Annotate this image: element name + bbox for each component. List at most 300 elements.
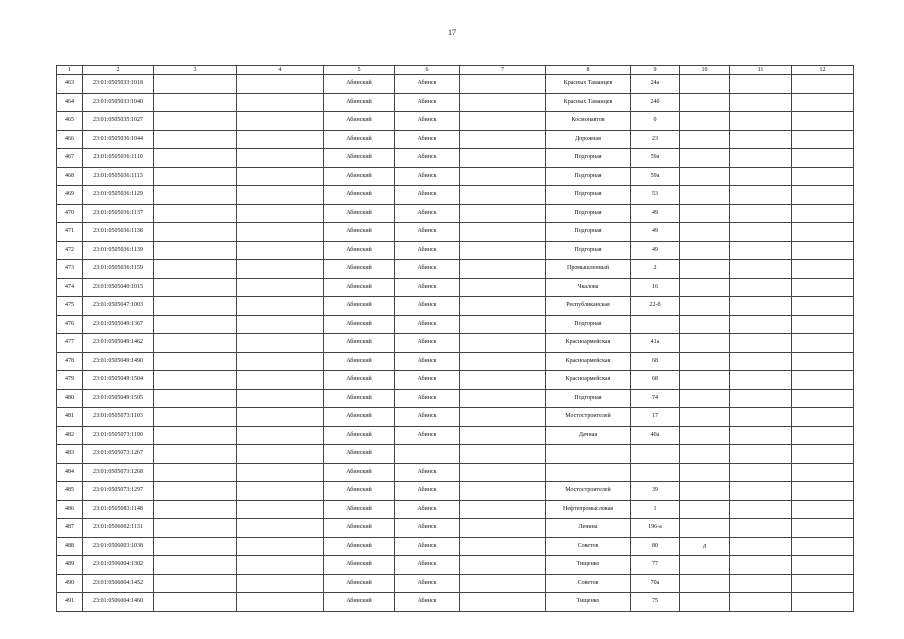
table-cell	[237, 537, 324, 556]
column-header: 6	[395, 66, 460, 75]
table-cell: 23:01:0505073:1103	[83, 408, 154, 427]
table-cell	[680, 223, 730, 242]
table-cell: 469	[57, 186, 83, 205]
table-cell	[730, 167, 792, 186]
table-cell: 77	[631, 556, 680, 575]
table-cell: 2	[631, 260, 680, 279]
table-cell	[730, 352, 792, 371]
table-cell	[237, 93, 324, 112]
table-cell	[792, 260, 854, 279]
table-cell	[154, 149, 237, 168]
table-cell: 23:01:0505040:1015	[83, 278, 154, 297]
column-header: 8	[546, 66, 631, 75]
table-cell: 23:01:0505073:1190	[83, 426, 154, 445]
table-cell	[460, 482, 546, 501]
table-cell: Тищенко	[546, 556, 631, 575]
table-cell	[237, 500, 324, 519]
table-row	[57, 519, 854, 538]
table-cell	[237, 130, 324, 149]
table-cell: Абинск	[395, 315, 460, 334]
column-header: 4	[237, 66, 324, 75]
table-cell: Абинск	[395, 297, 460, 316]
table-cell: 40а	[631, 426, 680, 445]
table-cell	[460, 556, 546, 575]
table-cell: 16	[631, 278, 680, 297]
table-cell	[680, 130, 730, 149]
table-cell: Абинск	[395, 149, 460, 168]
table-cell: Нефтепромысловая	[546, 500, 631, 519]
table-cell	[792, 130, 854, 149]
table-cell	[680, 149, 730, 168]
table-cell: Абинск	[395, 93, 460, 112]
table-cell	[730, 204, 792, 223]
table-cell	[680, 334, 730, 353]
column-header: 3	[154, 66, 237, 75]
table-cell: 23:01:0505073:1268	[83, 463, 154, 482]
table-cell: Абинск	[395, 278, 460, 297]
table-cell	[680, 241, 730, 260]
table-cell	[237, 426, 324, 445]
table-cell	[460, 315, 546, 334]
column-header: 9	[631, 66, 680, 75]
table-cell	[730, 260, 792, 279]
table-cell	[792, 93, 854, 112]
table-cell: Чкалова	[546, 278, 631, 297]
table-cell	[237, 408, 324, 427]
table-cell: 23:01:0505049:1504	[83, 371, 154, 390]
table-cell	[730, 593, 792, 612]
table-cell	[460, 75, 546, 94]
table-row	[57, 75, 854, 94]
table-cell: Абинск	[395, 463, 460, 482]
table-cell	[460, 204, 546, 223]
table-cell: 23:01:0505036:1110	[83, 149, 154, 168]
table-cell	[792, 593, 854, 612]
table-cell: 0	[631, 112, 680, 131]
table-cell	[680, 204, 730, 223]
table-cell	[680, 463, 730, 482]
table-cell	[730, 519, 792, 538]
table-cell: 59а	[631, 167, 680, 186]
table-cell	[460, 500, 546, 519]
table-row	[57, 149, 854, 168]
table-cell	[730, 75, 792, 94]
table-cell	[730, 371, 792, 390]
table-cell: 41а	[631, 334, 680, 353]
table-cell	[460, 186, 546, 205]
table-row	[57, 93, 854, 112]
table-cell	[154, 315, 237, 334]
table-cell	[237, 75, 324, 94]
table-cell	[730, 223, 792, 242]
table-cell	[730, 500, 792, 519]
table-cell: Абинский	[324, 112, 395, 131]
table-cell	[154, 408, 237, 427]
table-cell: 23:01:0505049:1367	[83, 315, 154, 334]
table-cell	[680, 112, 730, 131]
table-cell	[730, 389, 792, 408]
table-cell: 23:01:0506004:1452	[83, 574, 154, 593]
table-cell	[237, 112, 324, 131]
table-cell	[237, 574, 324, 593]
table-cell	[680, 278, 730, 297]
table-cell	[154, 519, 237, 538]
table-cell: Подгорная	[546, 241, 631, 260]
table-cell	[460, 278, 546, 297]
table-cell: 23:01:0505036:1138	[83, 223, 154, 242]
table-cell	[730, 112, 792, 131]
table-cell: Абинск	[395, 537, 460, 556]
table-cell	[460, 241, 546, 260]
table-row	[57, 223, 854, 242]
table-cell	[154, 260, 237, 279]
table-body	[57, 75, 854, 612]
table-cell: Красноармейская	[546, 334, 631, 353]
table-cell: Абинский	[324, 260, 395, 279]
table-row	[57, 426, 854, 445]
table-cell: Красных Таманцев	[546, 93, 631, 112]
table-cell: Красноармейская	[546, 352, 631, 371]
table-cell	[460, 445, 546, 464]
table-cell	[460, 593, 546, 612]
table-cell	[237, 149, 324, 168]
table-cell: 490	[57, 574, 83, 593]
column-header: 11	[730, 66, 792, 75]
table-cell	[792, 297, 854, 316]
table-cell	[730, 149, 792, 168]
table-cell	[154, 186, 237, 205]
table-cell	[730, 297, 792, 316]
table-cell	[460, 352, 546, 371]
table-cell: 24а	[631, 75, 680, 94]
table-cell: Подгорная	[546, 315, 631, 334]
table-cell	[680, 260, 730, 279]
table-cell: 23	[631, 130, 680, 149]
table-cell	[460, 334, 546, 353]
table-cell: 487	[57, 519, 83, 538]
table-cell: Абинский	[324, 463, 395, 482]
table-cell: Абинский	[324, 408, 395, 427]
table-cell: 480	[57, 389, 83, 408]
table-cell	[792, 389, 854, 408]
table-cell	[460, 426, 546, 445]
table-cell	[730, 186, 792, 205]
table-cell: 471	[57, 223, 83, 242]
table-cell: 488	[57, 537, 83, 556]
table-cell	[680, 186, 730, 205]
table-cell: 489	[57, 556, 83, 575]
table-cell: Космонавтов	[546, 112, 631, 131]
table-cell: 486	[57, 500, 83, 519]
table-row	[57, 297, 854, 316]
table-cell	[792, 537, 854, 556]
table-cell: 23:01:0505036:1113	[83, 167, 154, 186]
table-cell: Абинский	[324, 149, 395, 168]
table-cell	[460, 408, 546, 427]
table-row	[57, 186, 854, 205]
table-cell: 68	[631, 371, 680, 390]
table-row	[57, 593, 854, 612]
table-cell: Абинск	[395, 556, 460, 575]
table-cell: Дорожная	[546, 130, 631, 149]
table-cell: Абинский	[324, 334, 395, 353]
table-cell: 80	[631, 537, 680, 556]
table-cell: Абинск	[395, 167, 460, 186]
table-cell: 23:01:0505033:1040	[83, 93, 154, 112]
table-cell	[154, 463, 237, 482]
table-row	[57, 574, 854, 593]
table-cell	[154, 75, 237, 94]
table-cell	[154, 167, 237, 186]
table-cell: 74	[631, 389, 680, 408]
table-cell	[460, 371, 546, 390]
page-number: 17	[448, 28, 456, 37]
table-cell	[680, 593, 730, 612]
table-cell: Абинский	[324, 93, 395, 112]
table-row	[57, 537, 854, 556]
table-cell	[460, 130, 546, 149]
table-cell	[792, 463, 854, 482]
table-cell	[680, 315, 730, 334]
column-header: 7	[460, 66, 546, 75]
table-cell: 477	[57, 334, 83, 353]
table-cell: Абинский	[324, 223, 395, 242]
table-cell	[680, 556, 730, 575]
table-cell: 23:01:0505035:1027	[83, 112, 154, 131]
table-cell	[792, 75, 854, 94]
table-cell	[730, 482, 792, 501]
table-cell	[792, 445, 854, 464]
header-row	[57, 66, 854, 75]
table-cell: Абинский	[324, 75, 395, 94]
table-cell	[792, 186, 854, 205]
table-cell: Абинск	[395, 408, 460, 427]
table-cell	[680, 352, 730, 371]
table-cell	[460, 223, 546, 242]
table-cell	[546, 463, 631, 482]
table-cell: Подгорная	[546, 149, 631, 168]
table-cell: 59а	[631, 149, 680, 168]
column-header: 5	[324, 66, 395, 75]
table-cell	[460, 93, 546, 112]
table-row	[57, 389, 854, 408]
table-cell	[631, 445, 680, 464]
table-cell	[680, 389, 730, 408]
table-row	[57, 130, 854, 149]
table-cell: Абинск	[395, 223, 460, 242]
table-cell	[237, 352, 324, 371]
table-cell	[730, 408, 792, 427]
table-cell: 484	[57, 463, 83, 482]
table-cell	[546, 445, 631, 464]
table-cell	[154, 297, 237, 316]
table-row	[57, 445, 854, 464]
table-cell	[792, 500, 854, 519]
table-cell: 466	[57, 130, 83, 149]
table-row	[57, 463, 854, 482]
table-cell	[680, 426, 730, 445]
table-cell	[237, 482, 324, 501]
table-cell: 23:01:0505036:1139	[83, 241, 154, 260]
table-cell: 23:01:0505047:1003	[83, 297, 154, 316]
table-cell	[792, 112, 854, 131]
table-cell: Абинск	[395, 426, 460, 445]
table-cell: 49	[631, 223, 680, 242]
table-cell	[237, 278, 324, 297]
table-cell	[154, 482, 237, 501]
table-cell: 23:01:0505049:1462	[83, 334, 154, 353]
table-cell: Абинск	[395, 482, 460, 501]
table-row	[57, 315, 854, 334]
table-cell	[460, 167, 546, 186]
table-cell	[460, 537, 546, 556]
table-cell: 196-а	[631, 519, 680, 538]
table-cell	[154, 537, 237, 556]
table-cell	[154, 500, 237, 519]
table-cell	[680, 574, 730, 593]
table-cell	[792, 352, 854, 371]
table-cell	[460, 260, 546, 279]
column-header: 2	[83, 66, 154, 75]
table-cell	[631, 463, 680, 482]
table-cell	[237, 371, 324, 390]
table-cell	[730, 556, 792, 575]
table-cell: Абинский	[324, 241, 395, 260]
table-cell: 479	[57, 371, 83, 390]
table-cell: 472	[57, 241, 83, 260]
table-cell: 467	[57, 149, 83, 168]
table-cell: Абинский	[324, 574, 395, 593]
table-cell	[154, 556, 237, 575]
table-cell	[792, 315, 854, 334]
table-cell	[680, 445, 730, 464]
table-cell: Абинский	[324, 186, 395, 205]
table-cell: Абинск	[395, 112, 460, 131]
table-cell	[680, 519, 730, 538]
table-cell	[154, 93, 237, 112]
table-cell: 464	[57, 93, 83, 112]
table-cell	[680, 500, 730, 519]
table-cell: 23:01:0505036:1159	[83, 260, 154, 279]
table-cell: 475	[57, 297, 83, 316]
table-cell: Абинский	[324, 556, 395, 575]
table-cell: 75	[631, 593, 680, 612]
table-cell: 23:01:0506004:1460	[83, 593, 154, 612]
table-cell	[792, 519, 854, 538]
table-row	[57, 167, 854, 186]
table-row	[57, 204, 854, 223]
table-cell	[730, 537, 792, 556]
table-cell	[237, 297, 324, 316]
table-cell: Абинск	[395, 186, 460, 205]
table-cell: 483	[57, 445, 83, 464]
table-cell: Подгорная	[546, 186, 631, 205]
table-cell	[154, 204, 237, 223]
column-header: 10	[680, 66, 730, 75]
table-cell: Подгорная	[546, 389, 631, 408]
table-cell	[680, 408, 730, 427]
table-cell: Абинский	[324, 482, 395, 501]
table-row	[57, 482, 854, 501]
table-cell	[631, 315, 680, 334]
table-cell: 23:01:0505073:1297	[83, 482, 154, 501]
table-cell	[237, 315, 324, 334]
table-cell	[730, 130, 792, 149]
table-cell	[154, 278, 237, 297]
table-cell	[237, 463, 324, 482]
table-cell	[792, 556, 854, 575]
table-cell: Абинск	[395, 75, 460, 94]
table-cell	[792, 408, 854, 427]
table-cell: 470	[57, 204, 83, 223]
table-row	[57, 278, 854, 297]
table-cell: Подгорная	[546, 167, 631, 186]
table-cell: 23:01:0505083:1148	[83, 500, 154, 519]
table-cell: Абинский	[324, 445, 395, 464]
table-cell	[460, 297, 546, 316]
table-cell	[792, 241, 854, 260]
table-cell: 476	[57, 315, 83, 334]
table-cell	[730, 426, 792, 445]
table-cell	[237, 593, 324, 612]
table-cell: 22-б	[631, 297, 680, 316]
table-cell	[237, 167, 324, 186]
table-cell	[730, 315, 792, 334]
table-cell: Советов	[546, 537, 631, 556]
table-cell	[395, 445, 460, 464]
table-cell: 24б	[631, 93, 680, 112]
table-cell: 23:01:0505073:1267	[83, 445, 154, 464]
table-cell: 23:01:0506002:1131	[83, 519, 154, 538]
table-cell	[730, 334, 792, 353]
table-row	[57, 260, 854, 279]
table-cell	[237, 556, 324, 575]
table-row	[57, 500, 854, 519]
table-cell: Промышленный	[546, 260, 631, 279]
table-cell	[154, 574, 237, 593]
table-cell	[680, 371, 730, 390]
table-cell: Республиканская	[546, 297, 631, 316]
table-cell: Абинск	[395, 241, 460, 260]
table-cell: 474	[57, 278, 83, 297]
table-cell: 53	[631, 186, 680, 205]
table-cell	[460, 112, 546, 131]
table-cell	[792, 574, 854, 593]
registry-table	[56, 65, 854, 612]
table-cell	[154, 112, 237, 131]
table-cell: 23:01:0505036:1044	[83, 130, 154, 149]
table-cell	[154, 130, 237, 149]
table-cell: д	[680, 537, 730, 556]
table-cell: Абинский	[324, 278, 395, 297]
table-cell	[792, 149, 854, 168]
table-row	[57, 556, 854, 575]
table-cell: 491	[57, 593, 83, 612]
table-cell: Абинск	[395, 500, 460, 519]
table-cell	[237, 519, 324, 538]
table-cell	[680, 167, 730, 186]
table-cell	[154, 223, 237, 242]
table-cell	[680, 93, 730, 112]
table-cell	[792, 204, 854, 223]
table-cell	[730, 93, 792, 112]
table-cell: Подгорная	[546, 204, 631, 223]
table-cell	[792, 482, 854, 501]
table-cell	[460, 389, 546, 408]
table-cell	[237, 186, 324, 205]
table-cell: Абинский	[324, 389, 395, 408]
table-cell	[460, 519, 546, 538]
